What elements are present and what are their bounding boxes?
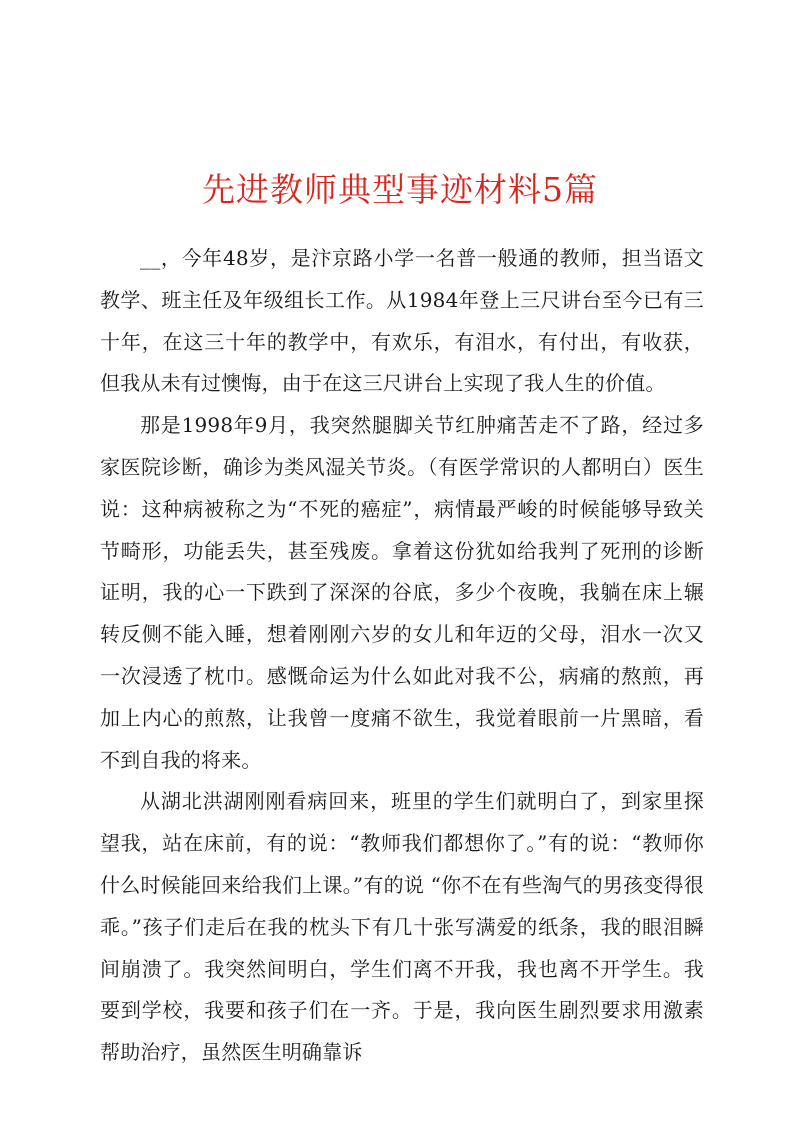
paragraph-2: 那是1998年9月，我突然腿脚关节红肿痛苦走不了路，经过多家医院诊断，确诊为类风湿关节炎。（有医学常识的人都明白）医生说：这种病被称之为“不死的癌症”，病情最严峻的时候能够导致关节畸形，功能丢失，甚至残废。拿着这份犹如给我判了死刑的诊断证明，我的心一下跌到了深深的谷底，多少个夜晚，我躺在床上辗转反侧不能入睡，想着刚刚六岁的女儿和年迈的父母，泪水一次又一次浸透了枕巾。感慨命运为什么如此对我不公，病痛的熬煎，再加上内心的煎熬，让我曾一度痛不欲生，我觉着眼前一片黑暗，看不到自我的将来。 bbox=[100, 413, 704, 772]
paragraph-3: 从湖北洪湖刚刚看病回来，班里的学生们就明白了，到家里探望我，站在床前，有的说：“教师我们都想你了。”有的说：“教师你什么时候能回来给我们上课。”有的说 “你不在有些淘气的男孩变得很乖。”孩子们走后在我的枕头下有几十张写满爱的纸条，我的眼泪瞬间崩溃了。我突然间明白，学生们离不开我，我也离不开学生。我要到学校，我要和孩子们在一齐。于是，我向医生剧烈要求用激素帮助治疗，虽然医生明确靠诉 bbox=[100, 789, 704, 1065]
document-body bbox=[100, 238, 704, 1074]
document-title: 先进教师典型事迹材料5篇 bbox=[202, 170, 598, 209]
paragraph-1: __，今年48岁，是汴京路小学一名普一般通的教师，担当语文教学、班主任及年级组长工作。从1984年登上三尺讲台至今已有三十年，在这三十年的教学中，有欢乐，有泪水，有付出，有收获，但我从未有过懊悔，由于在这三尺讲台上实现了我人生的价值。 bbox=[100, 246, 704, 396]
